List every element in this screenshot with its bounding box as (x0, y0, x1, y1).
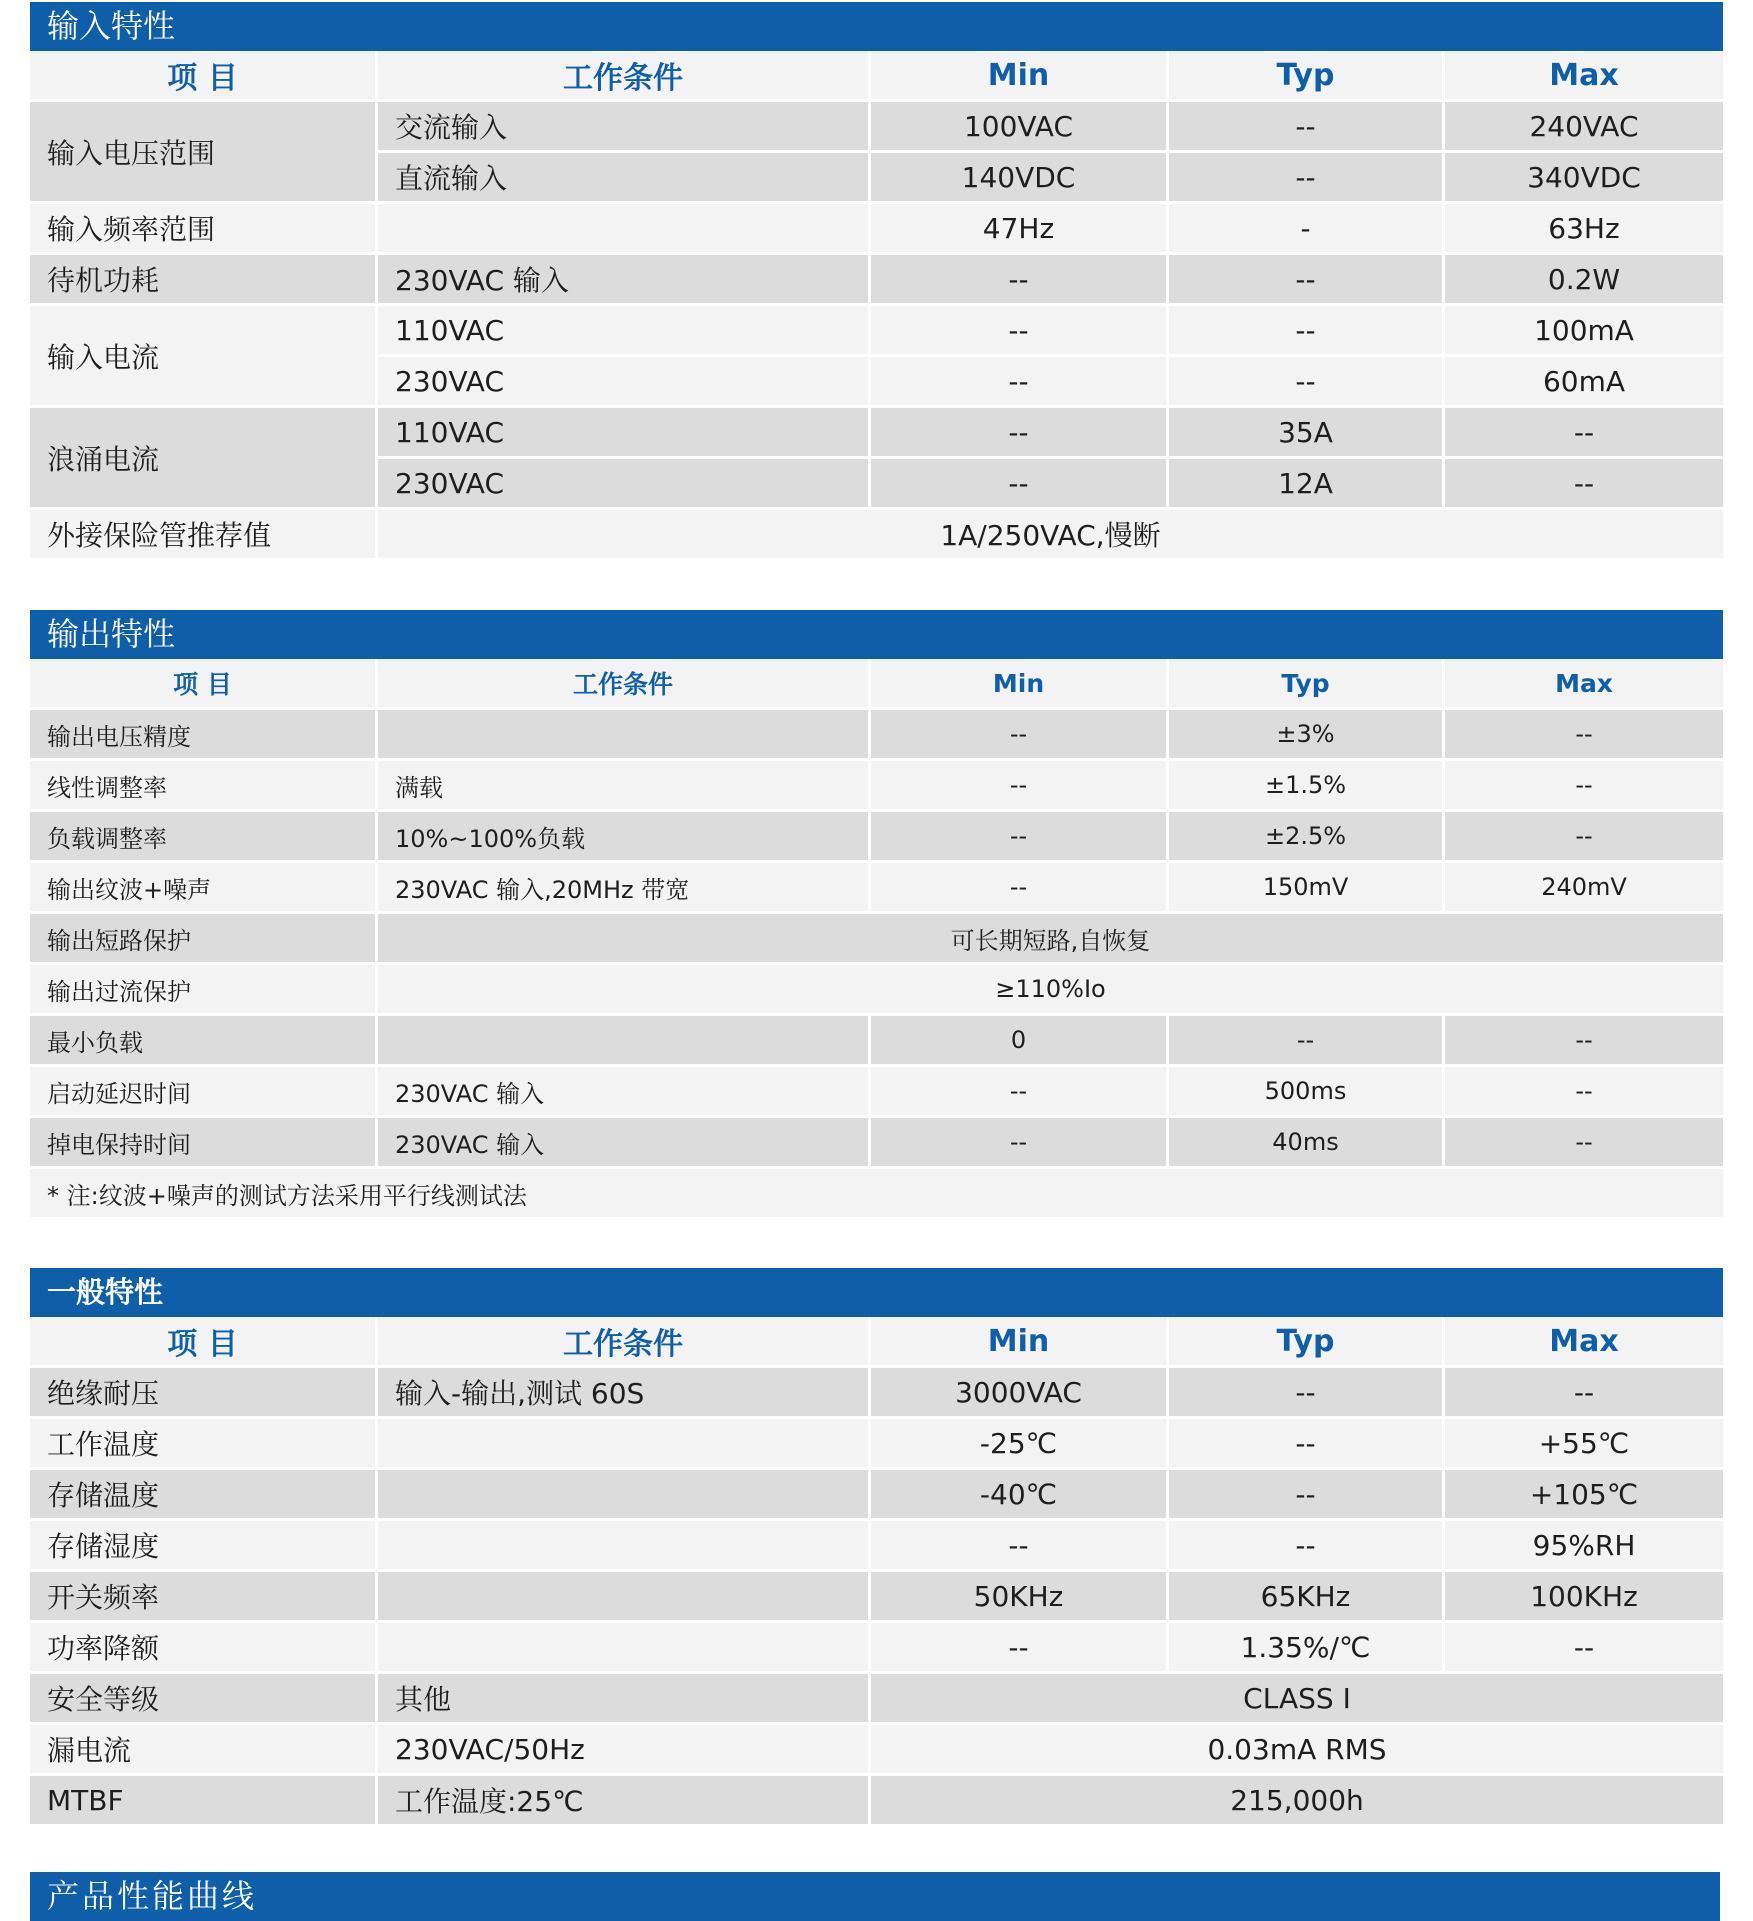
row-max: -- (1445, 408, 1723, 459)
row-item: 存储湿度 (30, 1521, 378, 1572)
table-row (30, 1016, 1723, 1067)
row-item: 安全等级 (30, 1674, 378, 1725)
row-typ: 65KHz (1169, 1572, 1445, 1623)
row-cond: 直流输入 (378, 153, 871, 204)
row-item: 功率降额 (30, 1623, 378, 1674)
header-typ: Typ (1169, 659, 1445, 710)
general-section-title: 一般特性 (30, 1268, 1723, 1317)
row-cond: 230VAC/50Hz (378, 1725, 871, 1776)
row-cond (378, 1470, 871, 1521)
table-row (30, 1623, 1723, 1674)
row-max: 95%RH (1445, 1521, 1723, 1572)
row-typ: -- (1169, 153, 1445, 204)
row-cond: 满载 (378, 761, 871, 812)
row-max: +55℃ (1445, 1419, 1723, 1470)
output-section-title: 输出特性 (30, 610, 1723, 659)
row-max: 63Hz (1445, 204, 1723, 255)
table-row (30, 1067, 1723, 1118)
curve-section (30, 1872, 1720, 1921)
row-typ: 40ms (1169, 1118, 1445, 1169)
row-max: -- (1445, 1067, 1723, 1118)
table-row (30, 761, 1723, 812)
table-row (30, 914, 1723, 965)
row-cond: 输入-输出,测试 60S (378, 1368, 871, 1419)
row-min: -- (871, 812, 1169, 863)
table-row (30, 812, 1723, 863)
row-value: 0.03mA RMS (871, 1725, 1723, 1776)
row-cond: 工作温度:25℃ (378, 1776, 871, 1827)
header-cond: 工作条件 (378, 51, 871, 102)
table-row (30, 1674, 1723, 1725)
row-max: -- (1445, 1368, 1723, 1419)
table-row (30, 408, 1723, 459)
row-max: -- (1445, 812, 1723, 863)
row-typ: -- (1169, 1368, 1445, 1419)
row-min: -- (871, 863, 1169, 914)
row-max: -- (1445, 1016, 1723, 1067)
row-cond: 交流输入 (378, 102, 871, 153)
header-item: 项 目 (30, 1317, 378, 1368)
table-row (30, 1368, 1723, 1419)
row-cond: 230VAC 输入 (378, 1118, 871, 1169)
row-min: 0 (871, 1016, 1169, 1067)
row-typ: -- (1169, 306, 1445, 357)
row-item: 输出纹波+噪声 (30, 863, 378, 914)
curve-section-title: 产品性能曲线 (30, 1872, 1720, 1921)
row-min: -25℃ (871, 1419, 1169, 1470)
row-cond: 230VAC (378, 357, 871, 408)
row-min: 100VAC (871, 102, 1169, 153)
row-typ: -- (1169, 102, 1445, 153)
row-typ: 500ms (1169, 1067, 1445, 1118)
row-typ: ±2.5% (1169, 812, 1445, 863)
row-cond (378, 1623, 871, 1674)
row-item: 掉电保持时间 (30, 1118, 378, 1169)
row-item: 线性调整率 (30, 761, 378, 812)
input-header-row (30, 51, 1723, 102)
general-section (30, 1268, 1723, 1827)
header-max: Max (1445, 51, 1723, 102)
header-min: Min (871, 659, 1169, 710)
row-max: 240mV (1445, 863, 1723, 914)
header-typ: Typ (1169, 1317, 1445, 1368)
table-row (30, 510, 1723, 561)
row-cond: 230VAC 输入 (378, 1067, 871, 1118)
note-row (30, 1169, 1723, 1220)
row-typ: -- (1169, 1521, 1445, 1572)
row-max: 240VAC (1445, 102, 1723, 153)
table-row (30, 1419, 1723, 1470)
row-min: -- (871, 710, 1169, 761)
row-item: 输入电流 (30, 306, 378, 408)
row-min: -- (871, 408, 1169, 459)
row-item: 外接保险管推荐值 (30, 510, 378, 561)
header-min: Min (871, 51, 1169, 102)
row-item: 最小负载 (30, 1016, 378, 1067)
general-table (30, 1317, 1723, 1827)
row-min: -- (871, 459, 1169, 510)
table-row (30, 204, 1723, 255)
table-row (30, 710, 1723, 761)
row-typ: ±1.5% (1169, 761, 1445, 812)
header-item: 项 目 (30, 659, 378, 710)
table-row (30, 255, 1723, 306)
row-typ: -- (1169, 1016, 1445, 1067)
row-value: 可长期短路,自恢复 (378, 914, 1723, 965)
row-item: 输出短路保护 (30, 914, 378, 965)
table-row (30, 306, 1723, 357)
row-cond (378, 1419, 871, 1470)
row-value: CLASS I (871, 1674, 1723, 1725)
header-typ: Typ (1169, 51, 1445, 102)
row-min: -- (871, 306, 1169, 357)
row-min: -- (871, 357, 1169, 408)
row-typ: 150mV (1169, 863, 1445, 914)
header-max: Max (1445, 1317, 1723, 1368)
row-typ: ±3% (1169, 710, 1445, 761)
row-min: -- (871, 761, 1169, 812)
general-header-row (30, 1317, 1723, 1368)
row-max: -- (1445, 710, 1723, 761)
row-typ: - (1169, 204, 1445, 255)
row-cond (378, 1521, 871, 1572)
row-cond (378, 1572, 871, 1623)
row-max: 60mA (1445, 357, 1723, 408)
row-min: 47Hz (871, 204, 1169, 255)
row-item: 输出电压精度 (30, 710, 378, 761)
row-typ: 12A (1169, 459, 1445, 510)
table-row (30, 863, 1723, 914)
table-row (30, 1118, 1723, 1169)
row-max: -- (1445, 761, 1723, 812)
header-min: Min (871, 1317, 1169, 1368)
row-typ: 35A (1169, 408, 1445, 459)
footnote: * 注:纹波+噪声的测试方法采用平行线测试法 (30, 1169, 1723, 1220)
table-row (30, 965, 1723, 1016)
row-item: 漏电流 (30, 1725, 378, 1776)
header-cond: 工作条件 (378, 659, 871, 710)
row-cond: 230VAC 输入,20MHz 带宽 (378, 863, 871, 914)
row-min: -- (871, 1521, 1169, 1572)
input-section-title: 输入特性 (30, 2, 1723, 51)
row-typ: -- (1169, 357, 1445, 408)
row-min: -- (871, 1623, 1169, 1674)
row-max: 100mA (1445, 306, 1723, 357)
row-cond (378, 204, 871, 255)
row-cond (378, 1016, 871, 1067)
row-value: 1A/250VAC,慢断 (378, 510, 1723, 561)
header-item: 项 目 (30, 51, 378, 102)
row-max: -- (1445, 1118, 1723, 1169)
row-max: -- (1445, 1623, 1723, 1674)
row-cond (378, 710, 871, 761)
input-section (30, 2, 1723, 561)
row-item: MTBF (30, 1776, 378, 1827)
input-table (30, 51, 1723, 561)
row-min: 50KHz (871, 1572, 1169, 1623)
header-max: Max (1445, 659, 1723, 710)
row-min: 3000VAC (871, 1368, 1169, 1419)
row-item: 输出过流保护 (30, 965, 378, 1016)
row-cond: 110VAC (378, 408, 871, 459)
table-row (30, 1470, 1723, 1521)
output-section (30, 610, 1723, 1220)
row-cond: 230VAC 输入 (378, 255, 871, 306)
row-min: 140VDC (871, 153, 1169, 204)
table-row (30, 1521, 1723, 1572)
row-cond: 230VAC (378, 459, 871, 510)
row-item: 工作温度 (30, 1419, 378, 1470)
row-typ: -- (1169, 1470, 1445, 1521)
row-min: -- (871, 1118, 1169, 1169)
table-row (30, 1572, 1723, 1623)
row-max: +105℃ (1445, 1470, 1723, 1521)
row-item: 负载调整率 (30, 812, 378, 863)
row-max: 100KHz (1445, 1572, 1723, 1623)
row-item: 浪涌电流 (30, 408, 378, 510)
table-row (30, 1776, 1723, 1827)
row-item: 启动延迟时间 (30, 1067, 378, 1118)
row-typ: -- (1169, 1419, 1445, 1470)
row-item: 存储温度 (30, 1470, 378, 1521)
row-typ: 1.35%/℃ (1169, 1623, 1445, 1674)
row-item: 绝缘耐压 (30, 1368, 378, 1419)
output-table (30, 659, 1723, 1220)
row-value: ≥110%Io (378, 965, 1723, 1016)
output-header-row (30, 659, 1723, 710)
row-max: 0.2W (1445, 255, 1723, 306)
row-item: 待机功耗 (30, 255, 378, 306)
row-max: 340VDC (1445, 153, 1723, 204)
table-row (30, 102, 1723, 153)
row-min: -- (871, 1067, 1169, 1118)
row-item: 开关频率 (30, 1572, 378, 1623)
row-item: 输入电压范围 (30, 102, 378, 204)
row-max: -- (1445, 459, 1723, 510)
header-cond: 工作条件 (378, 1317, 871, 1368)
row-cond: 10%~100%负载 (378, 812, 871, 863)
row-item: 输入频率范围 (30, 204, 378, 255)
row-min: -40℃ (871, 1470, 1169, 1521)
row-cond: 110VAC (378, 306, 871, 357)
row-min: -- (871, 255, 1169, 306)
row-value: 215,000h (871, 1776, 1723, 1827)
row-typ: -- (1169, 255, 1445, 306)
table-row (30, 1725, 1723, 1776)
row-cond: 其他 (378, 1674, 871, 1725)
